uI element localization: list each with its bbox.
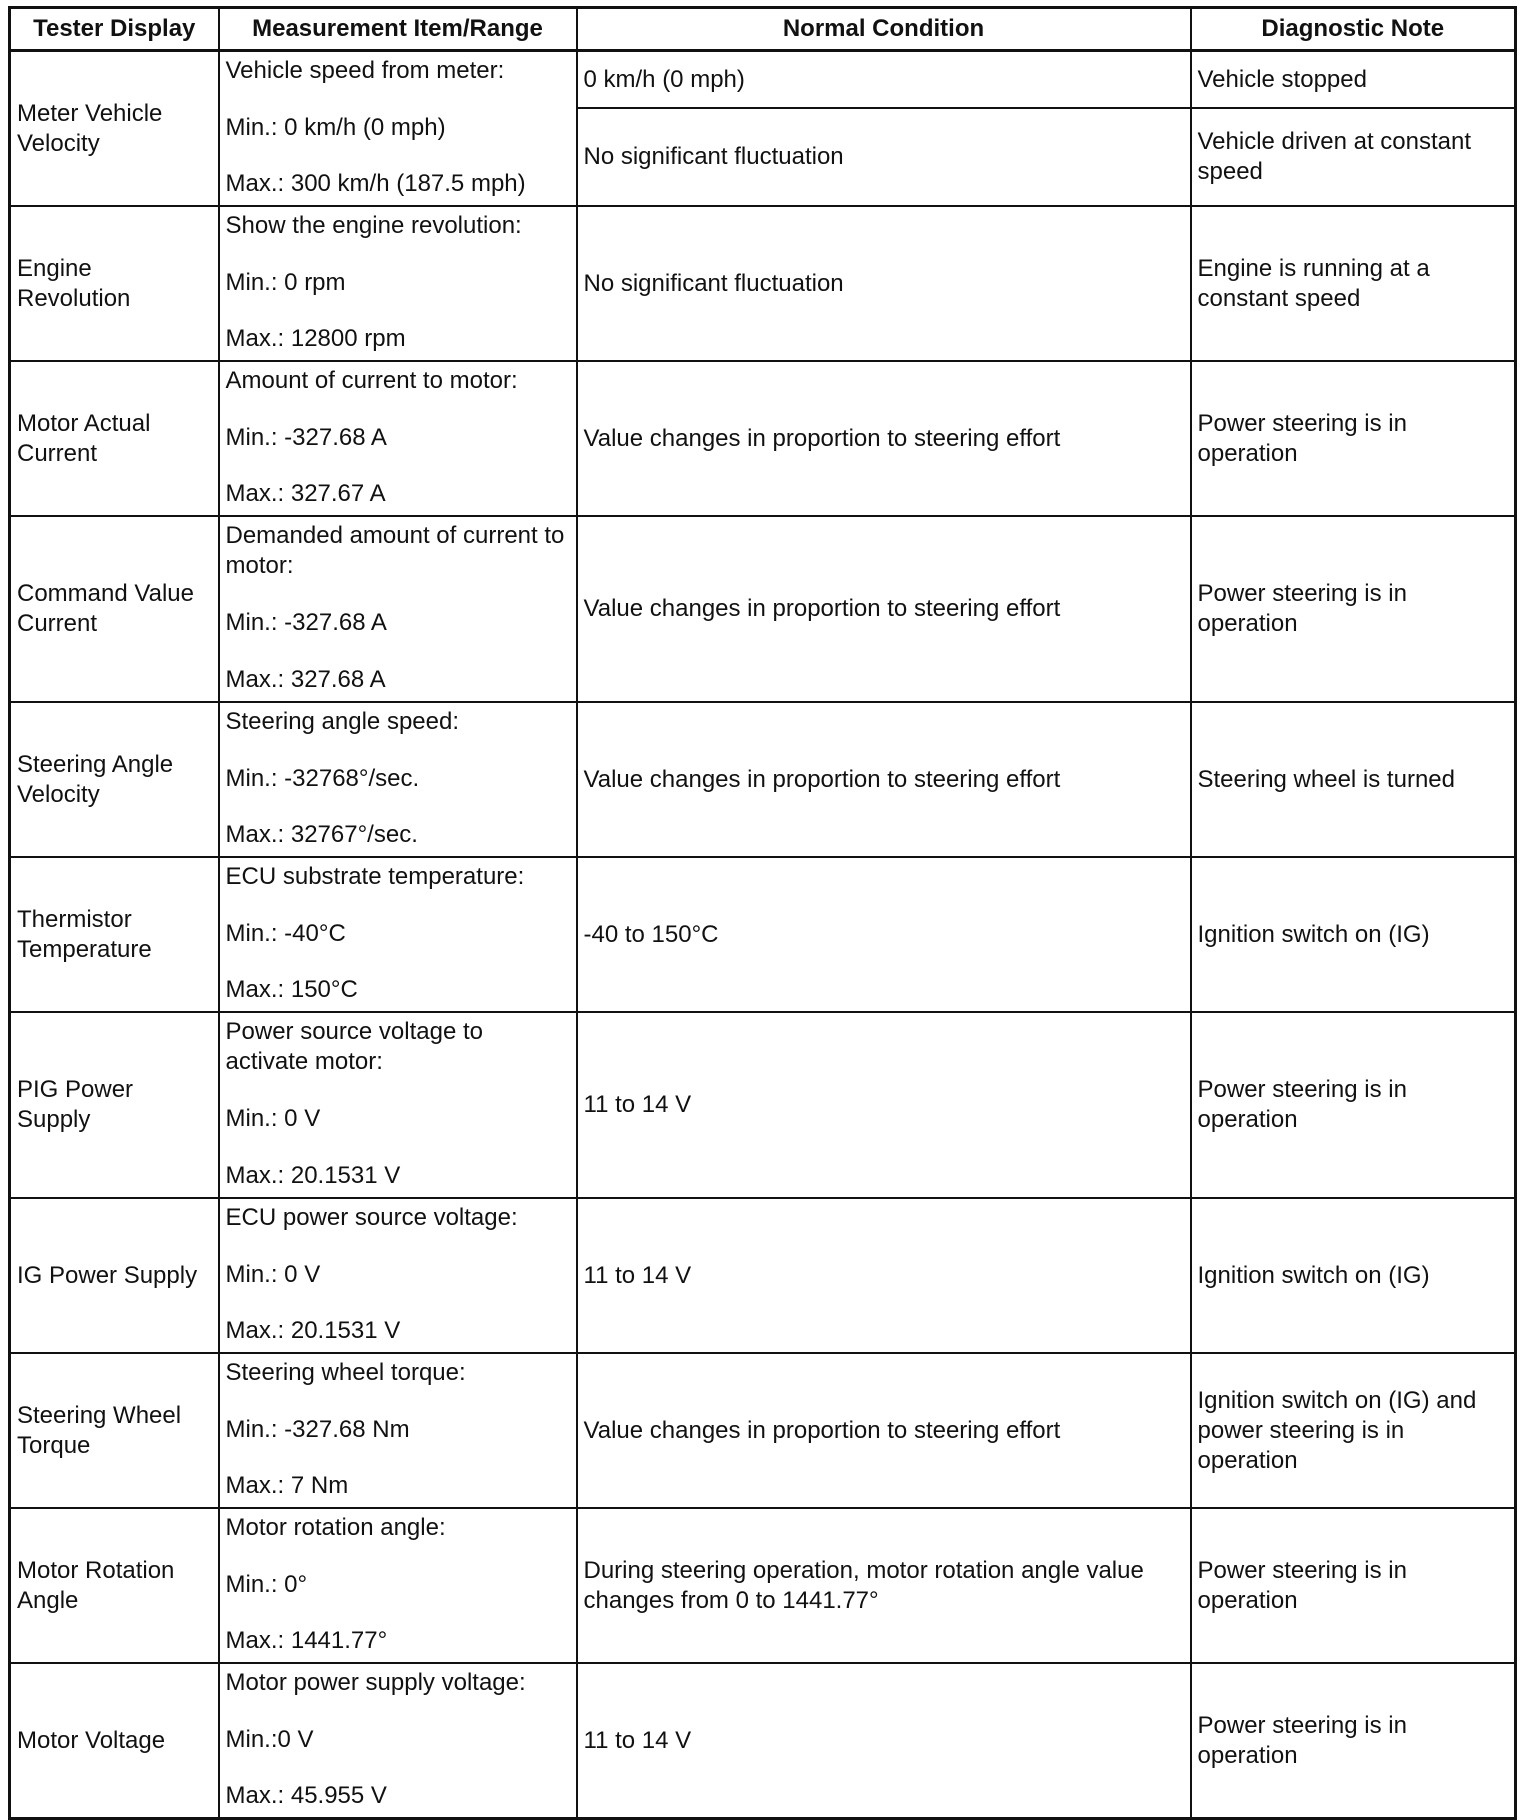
range-cell: [219, 1198, 577, 1353]
range-max: Max.: 20.1531 V: [225, 1317, 401, 1344]
range-description: Steering angle speed:: [225, 708, 460, 735]
range-min: Min.:0 V: [225, 1725, 314, 1753]
tester-display-cell: Engine Revolution: [10, 206, 219, 361]
range-description: Vehicle speed from meter:: [225, 57, 505, 84]
range-min: Min.: -327.68 A: [225, 609, 387, 636]
normal-condition-cell: During steering operation, motor rotation angle value changes from 0 to 1441.77°: [577, 1508, 1191, 1663]
range-description: Demanded amount of current to motor:: [225, 522, 565, 579]
tester-display-cell: Motor Voltage: [10, 1663, 219, 1819]
diagnostic-note-cell: Vehicle stopped: [1191, 51, 1516, 109]
tester-display-cell: Meter Vehicle Velocity: [10, 51, 219, 207]
range-min: Min.: 0 V: [225, 1105, 321, 1132]
range-min: Min.: -327.68 A: [225, 423, 387, 451]
range-max: Max.: 150°C: [225, 976, 358, 1003]
table-row: [10, 361, 1516, 516]
range-description: ECU power source voltage:: [225, 1204, 518, 1231]
tester-display-cell: Steering Angle Velocity: [10, 702, 219, 857]
tester-display-cell: IG Power Supply: [10, 1198, 219, 1353]
range-max: Max.: 32767°/sec.: [225, 821, 418, 848]
diagnostic-note-cell: Ignition switch on (IG): [1191, 857, 1516, 1012]
document: [8, 6, 1517, 1820]
range-max: Max.: 327.67 A: [225, 480, 386, 507]
normal-condition-cell: No significant fluctuation: [577, 108, 1191, 206]
range-cell: [219, 857, 577, 1012]
range-max: Max.: 327.68 A: [225, 666, 386, 693]
range-cell: [219, 1353, 577, 1508]
range-min: Min.: 0 V: [225, 1260, 321, 1288]
range-description: Motor power supply voltage:: [225, 1669, 526, 1696]
diagnostic-note-cell: Engine is running at a constant speed: [1191, 206, 1516, 361]
diagnostic-note-cell: Ignition switch on (IG): [1191, 1198, 1516, 1353]
table-row: [10, 206, 1516, 361]
range-min: Min.: -32768°/sec.: [225, 764, 420, 792]
normal-condition-cell: 11 to 14 V: [577, 1663, 1191, 1819]
range-min: Min.: 0°: [225, 1570, 308, 1598]
range-cell: [219, 1012, 577, 1198]
table-row: [10, 51, 1516, 109]
table-row: [10, 857, 1516, 1012]
range-min: Min.: -40°C: [225, 919, 346, 947]
table-row: [10, 516, 1516, 702]
data-list-table: [8, 6, 1517, 1820]
tester-display-cell: PIG Power Supply: [10, 1012, 219, 1198]
range-description: Show the engine revolution:: [225, 212, 522, 239]
diagnostic-note-cell: Power steering is in operation: [1191, 361, 1516, 516]
normal-condition-cell: Value changes in proportion to steering effort: [577, 361, 1191, 516]
header-diagnostic-note: Diagnostic Note: [1191, 8, 1516, 51]
tester-display-cell: Thermistor Temperature: [10, 857, 219, 1012]
header-measurement-range: Measurement Item/Range: [219, 8, 577, 51]
range-cell: [219, 206, 577, 361]
range-min: Min.: 0 rpm: [225, 268, 346, 296]
table-row: [10, 702, 1516, 857]
range-cell: [219, 361, 577, 516]
table-row: [10, 1663, 1516, 1819]
range-cell: [219, 516, 577, 702]
range-max: Max.: 7 Nm: [225, 1472, 349, 1499]
tester-display-cell: Command Value Current: [10, 516, 219, 702]
table-row: [10, 1012, 1516, 1198]
diagnostic-note-cell: Vehicle driven at constant speed: [1191, 108, 1516, 206]
normal-condition-cell: No significant fluctuation: [577, 206, 1191, 361]
diagnostic-note-cell: Ignition switch on (IG) and power steering is in operation: [1191, 1353, 1516, 1508]
range-max: Max.: 45.955 V: [225, 1782, 387, 1809]
range-cell: [219, 51, 577, 207]
range-cell: [219, 1663, 577, 1819]
header-row: [10, 8, 1516, 51]
table-row: [10, 1508, 1516, 1663]
normal-condition-cell: 0 km/h (0 mph): [577, 51, 1191, 109]
tester-display-cell: Motor Actual Current: [10, 361, 219, 516]
range-max: Max.: 1441.77°: [225, 1627, 388, 1654]
normal-condition-cell: Value changes in proportion to steering effort: [577, 1353, 1191, 1508]
diagnostic-note-cell: Power steering is in operation: [1191, 516, 1516, 702]
normal-condition-cell: 11 to 14 V: [577, 1198, 1191, 1353]
range-max: Max.: 20.1531 V: [225, 1162, 401, 1189]
range-cell: [219, 1508, 577, 1663]
tester-display-cell: Motor Rotation Angle: [10, 1508, 219, 1663]
header-tester-display: Tester Display: [10, 8, 219, 51]
diagnostic-note-cell: Power steering is in operation: [1191, 1012, 1516, 1198]
tester-display-cell: Steering Wheel Torque: [10, 1353, 219, 1508]
normal-condition-cell: Value changes in proportion to steering effort: [577, 702, 1191, 857]
range-description: Steering wheel torque:: [225, 1359, 466, 1386]
range-min: Min.: 0 km/h (0 mph): [225, 113, 446, 141]
range-description: Amount of current to motor:: [225, 367, 518, 394]
header-normal-condition: Normal Condition: [577, 8, 1191, 51]
range-description: Power source voltage to activate motor:: [225, 1018, 483, 1075]
table-row: [10, 1198, 1516, 1353]
range-description: Motor rotation angle:: [225, 1514, 446, 1541]
range-min: Min.: -327.68 Nm: [225, 1415, 410, 1443]
normal-condition-cell: 11 to 14 V: [577, 1012, 1191, 1198]
range-cell: [219, 702, 577, 857]
diagnostic-note-cell: Power steering is in operation: [1191, 1508, 1516, 1663]
table-row: [10, 1353, 1516, 1508]
diagnostic-note-cell: Power steering is in operation: [1191, 1663, 1516, 1819]
diagnostic-note-cell: Steering wheel is turned: [1191, 702, 1516, 857]
normal-condition-cell: Value changes in proportion to steering effort: [577, 516, 1191, 702]
range-max: Max.: 12800 rpm: [225, 325, 406, 352]
normal-condition-cell: -40 to 150°C: [577, 857, 1191, 1012]
range-max: Max.: 300 km/h (187.5 mph): [225, 170, 526, 197]
range-description: ECU substrate temperature:: [225, 863, 525, 890]
